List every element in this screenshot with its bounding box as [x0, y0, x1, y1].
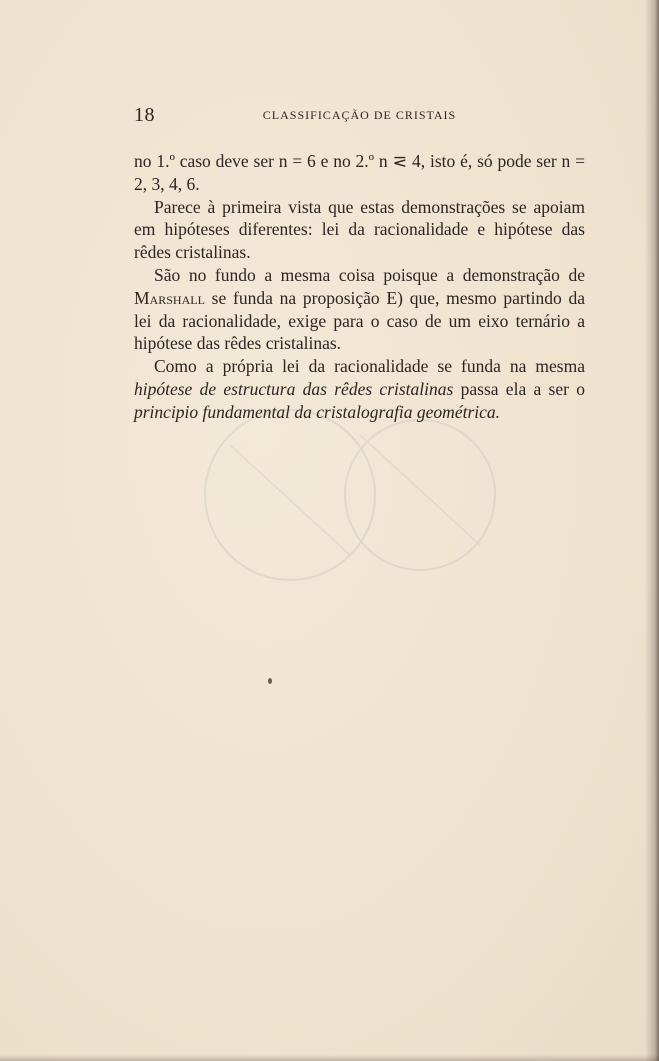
- paragraph-1: no 1.º caso deve ser n = 6 e no 2.º n ⋜ 4, isto é, só pode ser n = 2, 3, 4, 6.: [134, 151, 585, 194]
- paragraph-2: Parece à primeira vista que estas demonstrações se apoiam em hipóteses diferentes: lei da racionalidade e hipótese das rêdes cristalinas.: [134, 196, 585, 263]
- page-bottom-edge: [0, 1055, 659, 1061]
- paragraph-3-end: se funda na proposição E) que, mesmo partindo da lei da racionalidade, exige para o caso de um eixo ternário a hipótese das rêdes cristalinas.: [134, 287, 585, 354]
- ink-speck: [268, 678, 272, 684]
- paragraph-4: [134, 355, 585, 423]
- italic-phrase-1: hipótese de estructura das rêdes cristalinas: [134, 378, 454, 399]
- page-edge-shadow: [645, 0, 659, 1061]
- paragraph-3: [134, 264, 585, 355]
- paragraph-4-mid: passa ela a ser o: [453, 378, 585, 399]
- running-head: CLASSIFICAÇÃO DE CRISTAIS: [262, 108, 457, 122]
- italic-phrase-2: principio fundamental da cristalografia geométrica.: [134, 401, 501, 422]
- paragraph-3-start: São no fundo a mesma coisa poisque a demonstração de: [154, 264, 585, 285]
- page-number: 18: [134, 104, 155, 126]
- author-name-marshall: Marshall: [134, 287, 205, 308]
- paragraph-4-start: Como a própria lei da racionalidade se funda na mesma: [154, 356, 585, 377]
- main-text: [134, 150, 585, 424]
